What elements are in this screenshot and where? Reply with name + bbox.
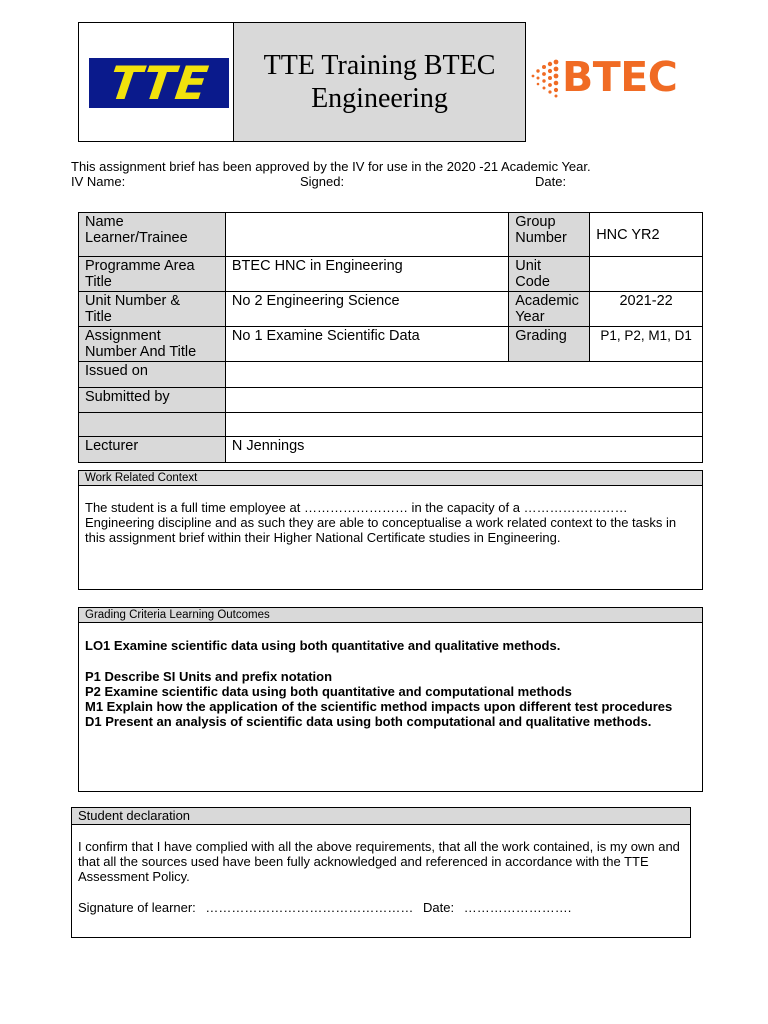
blank-label bbox=[79, 413, 226, 437]
document-title bbox=[234, 23, 525, 141]
grading-criteria-heading: Grading Criteria Learning Outcomes bbox=[79, 608, 702, 623]
assignment-value: No 1 Examine Scientific Data bbox=[225, 327, 508, 362]
name-value[interactable] bbox=[225, 213, 508, 257]
table-row bbox=[79, 327, 703, 362]
issued-on-value[interactable] bbox=[225, 362, 702, 388]
work-context-heading: Work Related Context bbox=[79, 471, 702, 486]
table-row bbox=[79, 292, 703, 327]
programme-value: BTEC HNC in Engineering bbox=[225, 257, 508, 292]
grading-label: Grading bbox=[509, 327, 590, 362]
declaration-date-field[interactable]: ……………………. bbox=[463, 900, 572, 915]
table-row bbox=[79, 213, 703, 257]
signature-field[interactable]: ………………………………………… bbox=[205, 900, 414, 915]
grading-value: P1, P2, M1, D1 bbox=[590, 327, 703, 362]
declaration-heading: Student declaration bbox=[72, 808, 690, 825]
p1-text: P1 Describe SI Units and prefix notation bbox=[85, 669, 333, 684]
lo1-text: LO1 Examine scientific data using both quantitative and qualitative methods. bbox=[85, 638, 561, 653]
unit-number-label: Unit Number & Title bbox=[79, 292, 226, 327]
table-row bbox=[79, 257, 703, 292]
lecturer-value: N Jennings bbox=[225, 437, 702, 463]
submitted-by-value[interactable] bbox=[225, 388, 702, 413]
work-context-text: The student is a full time employee at …………………… in the capacity of a …………………… Engineering discipline and as such they are able to conceptualise a work related context to the tasks in this assignment brief within their Higher National Certificate studies in Engineering. bbox=[85, 500, 677, 545]
tte-logo-text: TTE bbox=[106, 56, 212, 110]
table-row bbox=[79, 437, 703, 463]
btec-dots-icon bbox=[528, 52, 560, 102]
student-declaration-box bbox=[71, 807, 691, 938]
group-number-value: HNC YR2 bbox=[590, 213, 703, 257]
unit-code-value[interactable] bbox=[590, 257, 703, 292]
submitted-by-label: Submitted by bbox=[79, 388, 226, 413]
signed-label: Signed: bbox=[300, 174, 345, 189]
logo-cell bbox=[79, 23, 234, 141]
date-label: Date: bbox=[535, 174, 567, 189]
table-row bbox=[79, 362, 703, 388]
btec-logo-text: BTEC bbox=[562, 53, 678, 101]
programme-label: Programme Area Title bbox=[79, 257, 226, 292]
unit-code-label: Unit Code bbox=[509, 257, 590, 292]
title-line-2: Engineering bbox=[311, 83, 448, 114]
signature-label: Signature of learner: bbox=[78, 900, 196, 915]
issued-on-label: Issued on bbox=[79, 362, 226, 388]
tte-logo bbox=[89, 58, 229, 108]
grading-criteria-box bbox=[78, 607, 703, 792]
work-context-box bbox=[78, 470, 703, 590]
academic-year-label: Academic Year bbox=[509, 292, 590, 327]
assignment-label: Assignment Number And Title bbox=[79, 327, 226, 362]
assignment-info-table bbox=[78, 212, 703, 463]
d1-text: D1 Present an analysis of scientific data using both computational and qualitative methods. bbox=[85, 714, 652, 729]
document-header bbox=[78, 22, 526, 142]
name-label: Name Learner/Trainee bbox=[79, 213, 226, 257]
unit-number-value: No 2 Engineering Science bbox=[225, 292, 508, 327]
declaration-date-label: Date: bbox=[423, 900, 455, 915]
m1-text: M1 Explain how the application of the scientific method impacts upon different test procedures bbox=[85, 699, 673, 714]
group-number-label: Group Number bbox=[509, 213, 590, 257]
table-row bbox=[79, 388, 703, 413]
lecturer-label: Lecturer bbox=[79, 437, 226, 463]
table-row bbox=[79, 413, 703, 437]
declaration-text: I confirm that I have complied with all the above requirements, that all the work contained, is my own and that all the sources used have been fully acknowledged and referenced in accordance with the TTE Assessment Policy. bbox=[78, 839, 680, 884]
title-line-1: TTE Training BTEC bbox=[263, 50, 496, 81]
btec-logo bbox=[528, 52, 677, 102]
iv-name-label: IV Name: bbox=[71, 174, 126, 189]
p2-text: P2 Examine scientific data using both quantitative and computational methods bbox=[85, 684, 572, 699]
academic-year-value: 2021-22 bbox=[590, 292, 703, 327]
blank-value[interactable] bbox=[225, 413, 702, 437]
approval-statement: This assignment brief has been approved by the IV for use in the 2020 -21 Academic Year. bbox=[71, 159, 591, 174]
signature-line bbox=[78, 900, 684, 915]
